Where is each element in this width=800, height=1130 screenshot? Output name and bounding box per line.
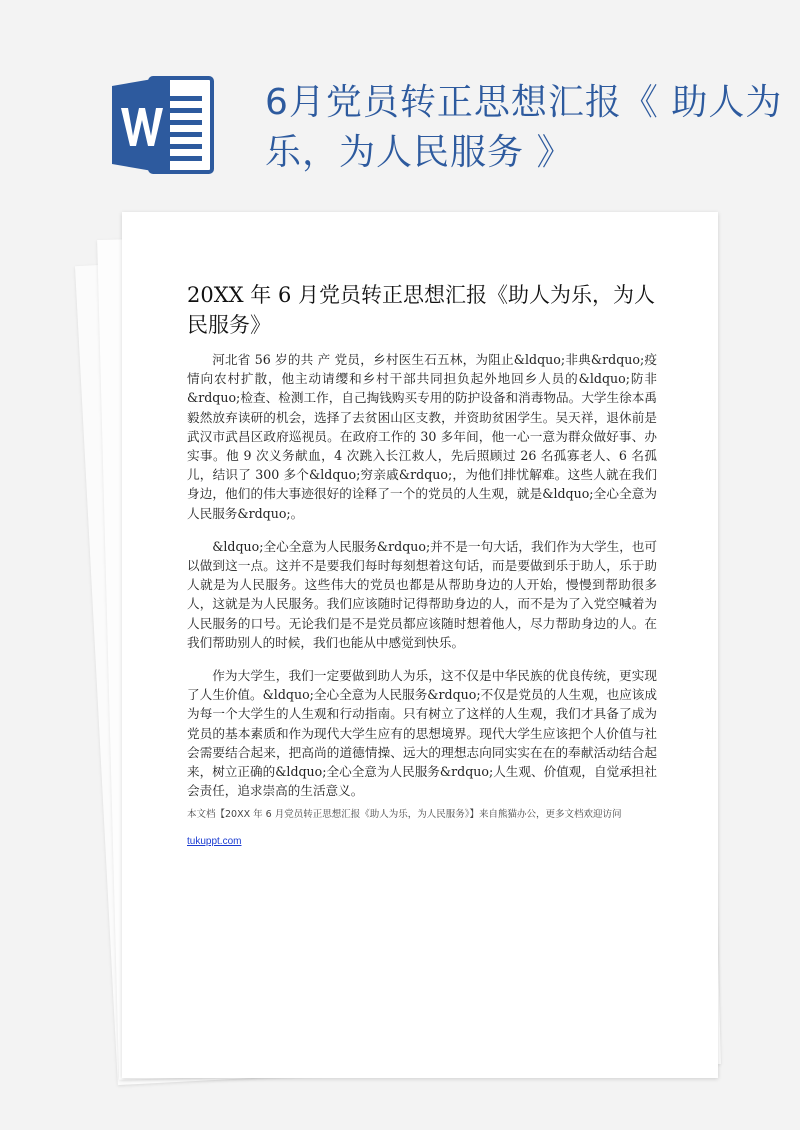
document-title: 20XX 年 6 月党员转正思想汇报《助人为乐，为人民服务》 [187,283,656,337]
source-link[interactable]: tukuppt.com [187,836,242,847]
document-body [187,350,657,814]
paragraph: 作为大学生，我们一定要做到助人为乐，这不仅是中华民族的优良传统，更实现了人生价值。&ldquo;全心全意为人民服务&rdquo;不仅是党员的人生观，也应该成为每一个大学生的人生观和行动指南。只有树立了这样的人生观，我们才具备了成为党员的基本素质和作为现代大学生应有的思想境界。现代大学生应该把个人价值与社会需要结合起来，把高尚的道德情操、远大的理想志向同实实在在的奉献活动结合起来，树立正确的&ldquo;全心全意为人民服务&rdquo;人生观、价值观，自觉承担社会责任，追求崇高的生活意义。 [187,668,657,799]
source-note: 本文档【20XX 年 6 月党员转正思想汇报《助人为乐，为人民服务》】来自熊猫办公，更多文档欢迎访问 [187,809,622,820]
word-document-icon [112,70,220,180]
document-page [122,212,718,1078]
paragraph: 河北省 56 岁的共 产 党员，乡村医生石五林，为阻止&ldquo;非典&rdquo;疫情向农村扩散，他主动请缨和乡村干部共同担负起外地回乡人员的&ldquo;防非&rdquo;检查、检测工作，自己掏钱购买专用的防护设备和消毒物品。大学生徐本禹毅然放弃读研的机会，选择了去贫困山区支教，并资助贫困学生。吴天祥，退休前是武汉市武昌区政府巡视员。在政府工作的 30 多年间，他一心一意为群众做好事、办实事。他 9 次义务献血，4 次跳入长江救人，先后照顾过 26 名孤寡老人、6 名孤儿，结识了 300 多个&ldquo;穷亲戚&rdquo;，为他们排忧解难。这些人就在我们身边，他们的伟大事迹很好的诠释了一个的党员的人生观，就是&ldquo;全心全意为人民服务&rdquo;。 [187,352,657,521]
paragraph: &ldquo;全心全意为人民服务&rdquo;并不是一句大话，我们作为大学生，也可以做到这一点。这并不是要我们每时每刻想着这句话，而是要做到乐于助人，乐于助人就是为人民服务。这些伟大的党员也都是从帮助身边的人开始，慢慢到帮助很多人，这就是为人民服务。我们应该随时记得帮助身边的人，而不是为了入党空喊着为人民服务的口号。无论我们是不是党员都应该随时想着他人，尽力帮助身边的人。在我们帮助别人的时候，我们也能从中感觉到快乐。 [187,538,657,650]
page-title: 6月党员转正思想汇报《 助人为乐，为人民服务 》 [265,82,783,173]
